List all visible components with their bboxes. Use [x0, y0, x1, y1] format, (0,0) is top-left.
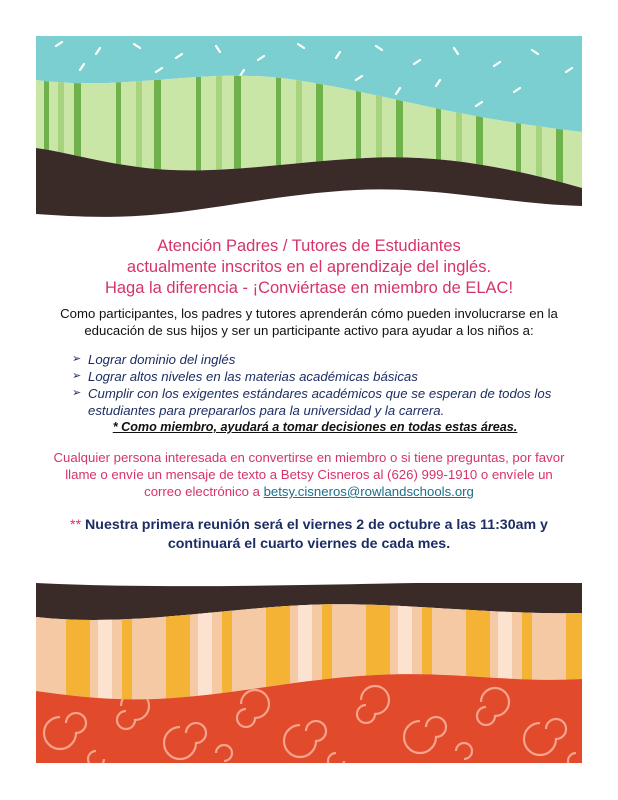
goals-list	[30, 351, 588, 419]
heading-line-1: Atención Padres / Tutores de Estudiantes	[157, 237, 461, 255]
meeting-stars: **	[70, 517, 82, 533]
intro-line-2: educación de sus hijos y ser un participante activo para ayudar a los niños a:	[84, 323, 534, 338]
goal-text: Lograr altos niveles en las materias académicas básicas	[88, 369, 418, 384]
arrow-bullet-icon: ➢	[72, 387, 82, 399]
intro-paragraph	[30, 305, 588, 339]
goal-item	[72, 368, 588, 385]
bottom-band-graphic	[36, 583, 582, 763]
contact-email-prefix: correo electrónico a	[144, 484, 264, 499]
goal-item	[72, 385, 588, 419]
arrow-bullet-icon: ➢	[72, 353, 82, 365]
top-band-graphic	[36, 36, 582, 220]
contact-line-3	[30, 483, 588, 500]
arrow-bullet-icon: ➢	[72, 370, 82, 382]
heading-line-2: actualmente inscritos en el aprendizaje del inglés.	[126, 258, 492, 276]
heading-line-3: Haga la diferencia - ¡Conviértase en miembro de ELAC!	[104, 279, 514, 297]
meeting-line-1	[30, 516, 588, 535]
meeting-text-1: Nuestra primera reunión será el viernes 2 de octubre a las 11:30am y	[81, 517, 548, 533]
meeting-announcement	[30, 516, 588, 554]
contact-paragraph	[30, 449, 588, 500]
goal-text-continued: estudiantes para prepararlos para la universidad y la carrera.	[88, 403, 445, 418]
heading	[30, 236, 588, 299]
intro-line-1: Como participantes, los padres y tutores aprenderán cómo pueden involucrarse en la	[60, 306, 558, 321]
contact-line-2: llame o envíe un mensaje de texto a Betsy Cisneros al (626) 999-1910 o envíele un	[65, 467, 553, 482]
meeting-line-2: continuará el cuarto viernes de cada mes.	[167, 536, 451, 552]
contact-line-1: Cualquier persona interesada en convertirse en miembro o si tiene preguntas, por favor	[53, 450, 565, 465]
member-note: * Como miembro, ayudará a tomar decisiones en todas estas áreas.	[112, 420, 518, 434]
email-link[interactable]: betsy.cisneros@rowlandschools.org	[263, 484, 474, 499]
goal-item	[72, 351, 588, 368]
flyer-content	[30, 236, 588, 554]
bottom-decorative-band	[36, 583, 582, 763]
goal-text: Cumplir con los exigentes estándares académicos que se esperan de todos los	[88, 386, 552, 401]
top-decorative-band	[36, 36, 582, 220]
goal-text: Lograr dominio del inglés	[88, 352, 236, 367]
